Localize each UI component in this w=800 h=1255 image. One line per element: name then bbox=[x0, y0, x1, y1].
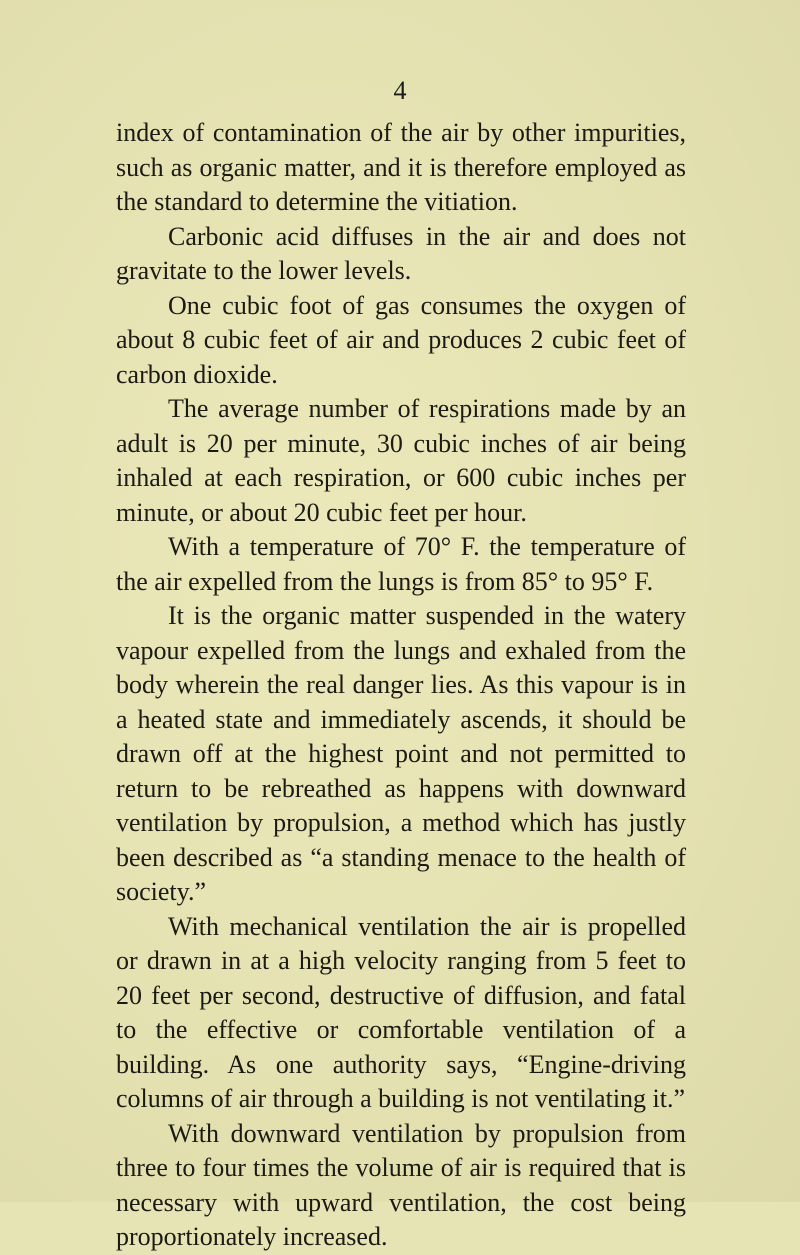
body-text bbox=[116, 116, 686, 1255]
paragraph-gas-consumption: One cubic foot of gas consumes the oxygen of about 8 cubic feet of air and produces 2 cubic feet of carbon dioxide. bbox=[116, 290, 686, 389]
paragraph-mechanical-ventilation: With mechanical ventilation the air is propelled or drawn in at a high velocity ranging from 5 feet to 20 feet per second, destructive of diffusion, and fatal to the effective or comfortable ventilation of a building. As one authority says, “Engine-driving columns of air through a building is not ventilating it.” bbox=[116, 911, 686, 1113]
paragraph-respirations: The average number of respirations made by an adult is 20 per minute, 30 cubic inches of air being inhaled at each respiration, or 600 cubic inches per minute, or about 20 cubic feet per hour. bbox=[116, 394, 686, 527]
paragraph-organic-matter: It is the organic matter suspended in the watery vapour expelled from the lungs and exhaled from the body wherein the real danger lies. As this vapour is in a heated state and immediately ascends, it should be drawn off at the highest point and not permitted to return to be rebreathed as happens with downward ventilation by propulsion, a method which has justly been described as “a standing menace to the health of society.” bbox=[116, 601, 686, 906]
paragraph-contamination-index: index of contamination of the air by other impurities, such as organic matter, and it is therefore employed as the standard to determine the vitiation. bbox=[116, 118, 686, 216]
paragraph-downward-ventilation: With downward ventilation by propulsion from three to four times the volume of air is required that is necessary with upward ventilation, the cost being proportionately increased. bbox=[116, 1118, 686, 1251]
page-number: 4 bbox=[393, 76, 407, 105]
paragraph-carbonic-acid: Carbonic acid diffuses in the air and does not gravitate to the lower levels. bbox=[116, 221, 686, 285]
paragraph-temperature: With a temperature of 70° F. the temperature of the air expelled from the lungs is from 85° to 95° F. bbox=[116, 532, 686, 596]
